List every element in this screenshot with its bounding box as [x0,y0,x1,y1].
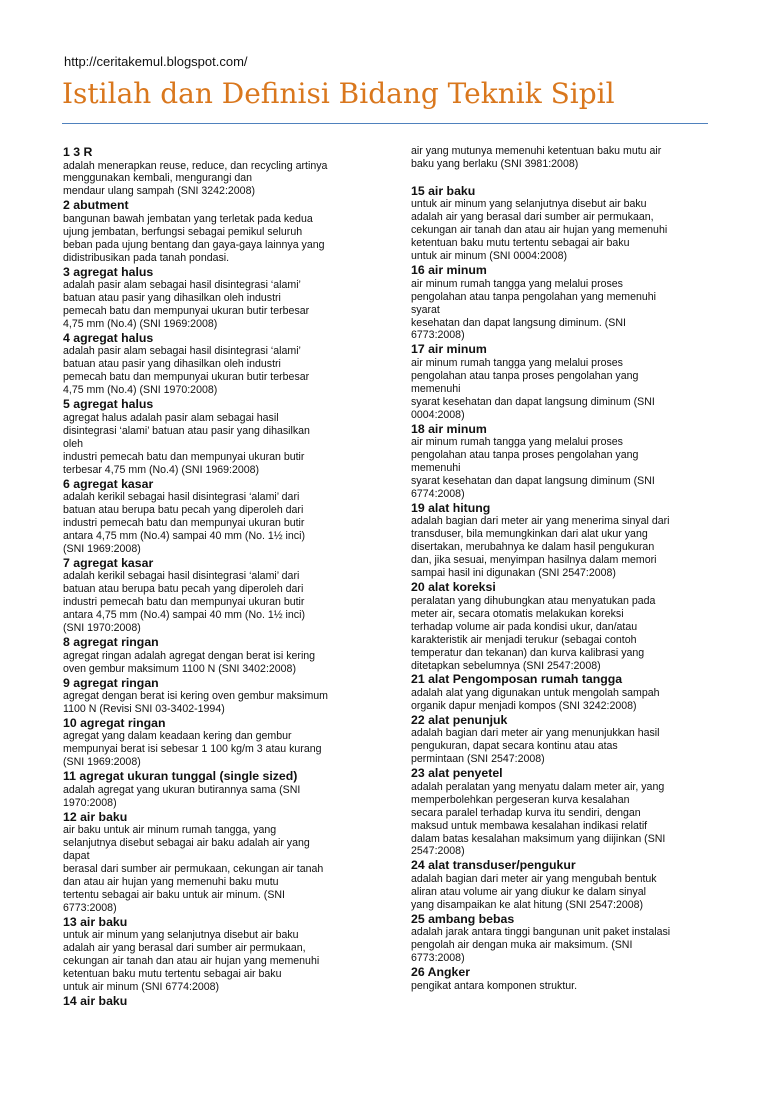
definition-line: adalah kerikil sebagai hasil disintegrasi ‘alami’ dari [63,491,300,504]
definition-line: pengolah air dengan muka air maksimum. (SNI [411,939,633,952]
glossary-entry [411,858,707,911]
definition-line: beban pada ujung bentang dan gaya-gaya lainnya yang [63,238,325,251]
definition-line: syarat kesehatan dan dapat langsung diminum (SNI [411,395,655,408]
glossary-entry [63,769,359,809]
entry-definition [63,650,359,676]
definition-line: transduser, bila memungkinkan dari alat ukur yang [411,528,648,541]
definition-line: baku yang berlaku (SNI 3981:2008) [411,157,579,170]
definition-line: tertentu sebagai air baku untuk air minum. (SNI [63,888,285,901]
definition-line: untuk air minum yang selanjutnya disebut air baku [63,929,299,942]
definition-line: adalah kerikil sebagai hasil disintegrasi ‘alami’ dari [63,570,300,583]
left-column [63,145,359,1009]
definition-line: air minum rumah tangga yang melalui proses [411,356,623,369]
entry-definition [63,491,359,556]
entry-term: 16 air minum [411,263,487,278]
definition-line: terbesar 4,75 mm (No.4) (SNI 1969:2008) [63,463,260,476]
definition-line: adalah menerapkan reuse, reduce, dan recycling artinya [63,159,328,172]
definition-line: air baku untuk air minum rumah tangga, yang [63,824,277,837]
glossary-entry [411,672,707,712]
entry-term: 23 alat penyetel [411,766,503,781]
glossary-entry [411,263,707,342]
glossary-entry [63,635,359,675]
glossary-entry [63,994,359,1009]
entry-definition [63,412,359,477]
definition-line: sampai hasil ini digunakan (SNI 2547:2008) [411,567,616,580]
definition-line: ditetapkan sebelumnya (SNI 2547:2008) [411,659,601,672]
definition-line: memenuhi [411,462,461,475]
definition-line: terhadap volume air pada kondisi ukur, dan/atau [411,620,638,633]
definition-line: 1100 N (Revisi SNI 03-3402-1994) [63,702,225,715]
entry-term: 20 alat koreksi [411,580,496,595]
definition-line: disintegrasi ‘alami’ batuan atau pasir yang dihasilkan [63,424,310,437]
entry-term: 11 agregat ukuran tunggal (single sized) [63,769,298,784]
glossary-entry [63,397,359,476]
entry-definition [63,784,359,810]
definition-line: adalah air yang berasal dari sumber air permukaan, [411,211,654,224]
entry-definition [411,687,707,713]
entry-definition [63,730,359,769]
glossary-entry [63,676,359,716]
page-title: Istilah dan Definisi Bidang Teknik Sipil [62,77,615,110]
entry-term: 14 air baku [63,994,128,1009]
entry-term: 8 agregat ringan [63,635,159,650]
definition-line: pengukuran, dapat secara kontinu atau atas [411,740,618,753]
definition-line: adalah agregat yang ukuran butirannya sama (SNI [63,783,301,796]
definition-line: selanjutnya disebut sebagai air baku adalah air yang [63,837,310,850]
glossary-entry [63,477,359,556]
entry-term: 1 3 R [63,145,93,159]
definition-line: adalah bagian dari meter air yang mengubah bentuk [411,872,657,885]
definition-line: memperbolehkan pergeseran kurva kesalahan [411,793,630,806]
entry-term: 25 ambang bebas [411,911,515,926]
entry-term: 10 agregat ringan [63,715,166,730]
definition-line: peralatan yang dihubungkan atau menyatukan pada [411,594,656,607]
entry-term: 24 alat transduser/pengukur [411,858,576,873]
definition-line: pengikat antara komponen struktur. [411,979,578,992]
entry-definition [411,781,707,859]
glossary-entry [63,331,359,397]
definition-line: untuk air minum (SNI 6774:2008) [63,981,220,994]
definition-line: pemecah batu dan mempunyai ukuran butir terbesar [63,371,310,384]
definition-line: industri pemecah batu dan mempunyai ukuran butir [63,596,305,609]
definition-line: industri pemecah batu dan mempunyai ukuran butir [63,516,305,529]
entry-term: 19 alat hitung [411,500,491,515]
entry-definition [63,570,359,635]
entry-term: 18 air minum [411,421,487,436]
glossary-entry [63,556,359,635]
definition-line: 4,75 mm (No.4) (SNI 1970:2008) [63,384,218,397]
definition-line: oleh [63,437,84,450]
glossary-entry [63,145,359,198]
definition-line: batuan atau berupa batu pecah yang diperoleh dari [63,504,304,517]
definition-line: batuan atau pasir yang dihasilkan oleh industri [63,292,281,305]
definition-line: karakteristik air menjadi terukur (sebagai contoh [411,633,637,646]
entry-term: 17 air minum [411,342,487,357]
entry-definition [411,436,707,501]
definition-line: syarat [411,303,440,316]
definition-line: didistribusikan pada tanah pondasi. [63,251,230,264]
definition-line: pengolahan atau tanpa proses pengolahan yang [411,369,639,382]
definition-line: oven gembur maksimum 1100 N (SNI 3402:2008) [63,662,296,675]
definition-line: secara paralel terhadap kurva itu sendiri, dengan [411,806,641,819]
definition-line: meter air, secara otomatis melakukan koreksi [411,607,624,620]
definition-line: dan atau air hujan yang memenuhi baku mutu [63,875,279,888]
entry-term: 26 Angker [411,965,471,980]
entry-definition [63,929,359,994]
definition-line: agregat yang dalam keadaan kering dan gembur [63,730,292,743]
definition-line: untuk air minum yang selanjutnya disebut air baku [411,198,647,211]
definition-line: (SNI 1969:2008) [63,756,141,769]
entry-term: 2 abutment [63,198,129,213]
definition-line: cekungan air tanah dan atau air hujan yang memenuhi [63,955,320,968]
entry-definition [63,213,359,265]
title-divider [62,123,708,124]
glossary-entry [63,915,359,994]
glossary-entry [411,965,707,992]
entry-term: 6 agregat kasar [63,476,154,491]
definition-line: 6774:2008) [411,488,465,501]
entry-term: 9 agregat ringan [63,675,159,690]
definition-line: menggunakan kembali, mengurangi dan [63,172,253,185]
definition-line: dalam batas kesalahan maksimum yang diijinkan (SNI [411,832,666,845]
definition-line: dapat [63,850,90,863]
right-column [411,145,707,993]
entry-definition [63,345,359,397]
glossary-entry [411,145,707,171]
definition-line: berasal dari sumber air permukaan, cekungan air tanah [63,863,324,876]
definition-line: batuan atau pasir yang dihasilkan oleh industri [63,358,281,371]
definition-line: pengolahan atau tanpa pengolahan yang memenuhi [411,290,657,303]
definition-line: ketentuan baku mutu tertentu sebagai air baku [63,968,282,981]
entry-term: 5 agregat halus [63,397,154,412]
definition-line: adalah alat yang digunakan untuk mengolah sampah [411,686,660,699]
definition-line: ujung jembatan, berfungsi sebagai pemikul seluruh [63,225,303,238]
definition-line: 6773:2008) [411,952,465,965]
definition-line: mempunyai berat isi sebesar 1 100 kg/m 3 atau kurang [63,743,322,756]
glossary-entry [411,422,707,501]
glossary-entry [63,265,359,331]
definition-line: adalah air yang berasal dari sumber air permukaan, [63,942,306,955]
entry-definition [63,824,359,915]
entry-term: 21 alat Pengomposan rumah tangga [411,672,623,687]
definition-line: yang disampaikan ke alat hitung (SNI 2547:2008) [411,898,644,911]
entry-definition [411,926,707,965]
entry-term: 7 agregat kasar [63,555,154,570]
entry-definition [63,160,359,199]
definition-line: maksud untuk membawa kesalahan indikasi relatif [411,819,648,832]
definition-line: adalah pasir alam sebagai hasil disintegrasi ‘alami’ [63,345,301,358]
definition-line: agregat dengan berat isi kering oven gembur maksimum [63,690,328,702]
entry-term: 22 alat penunjuk [411,712,508,727]
definition-line: organik dapur menjadi kompos (SNI 3242:2008) [411,699,637,712]
definition-line: antara 4,75 mm (No.4) sampai 40 mm (No. 1½ inci) [63,529,305,542]
glossary-entry [63,810,359,915]
definition-line: syarat kesehatan dan dapat langsung diminum (SNI [411,475,655,488]
glossary-entry [411,342,707,421]
entry-definition [411,278,707,343]
definition-line: 6773:2008) [411,329,465,342]
definition-line: ketentuan baku mutu tertentu sebagai air baku [411,237,630,250]
definition-line: air minum rumah tangga yang melalui proses [411,277,623,290]
definition-line: kesehatan dan dapat langsung diminum. (SNI [411,316,626,329]
definition-line: adalah pasir alam sebagai hasil disintegrasi ‘alami’ [63,279,301,292]
definition-line: untuk air minum (SNI 0004:2008) [411,250,568,263]
definition-line: temperatur dan tekanan) dan kurva kalibrasi yang [411,646,645,659]
definition-line: air yang mutunya memenuhi ketentuan baku mutu air [411,145,662,157]
definition-line: 4,75 mm (No.4) (SNI 1969:2008) [63,318,218,331]
entry-definition [411,873,707,912]
source-url: http://ceritakemul.blogspot.com/ [64,54,248,69]
definition-line: (SNI 1969:2008) [63,542,141,555]
definition-line: 2547:2008) [411,845,465,858]
entry-definition [63,279,359,331]
glossary-entry [411,580,707,672]
definition-line: antara 4,75 mm (No.4) sampai 40 mm (No. 1½ inci) [63,609,305,622]
definition-line: air minum rumah tangga yang melalui proses [411,436,623,449]
definition-line: aliran atau volume air yang diukur ke dalam sinyal [411,885,646,898]
definition-line: 1970:2008) [63,796,117,809]
entry-term: 3 agregat halus [63,264,154,279]
entry-definition [411,727,707,766]
definition-line: adalah jarak antara tinggi bangunan unit paket instalasi [411,926,671,939]
definition-line: disertakan, merubahnya ke dalam hasil pengukuran [411,541,655,554]
definition-line: 6773:2008) [63,901,117,914]
entry-definition [411,515,707,580]
entry-term: 13 air baku [63,914,128,929]
entry-definition [63,690,359,716]
entry-term: 15 air baku [411,183,476,198]
definition-line: 0004:2008) [411,408,465,421]
entry-definition [411,198,707,263]
definition-line: bangunan bawah jembatan yang terletak pada kedua [63,212,313,225]
definition-line: batuan atau berupa batu pecah yang diperoleh dari [63,583,304,596]
glossary-entry [63,198,359,264]
entry-term: 12 air baku [63,809,128,824]
definition-line: adalah bagian dari meter air yang menunjukkan hasil [411,727,660,740]
definition-line: (SNI 1970:2008) [63,622,141,635]
entry-definition [411,357,707,422]
definition-line: agregat halus adalah pasir alam sebagai hasil [63,411,279,424]
definition-line: adalah peralatan yang menyatu dalam meter air, yang [411,780,665,793]
spacer [411,171,707,184]
glossary-entry [411,713,707,766]
glossary-entry [411,501,707,580]
definition-line: memenuhi [411,382,461,395]
definition-line: agregat ringan adalah agregat dengan berat isi kering [63,649,316,662]
definition-line: industri pemecah batu dan mempunyai ukuran butir [63,450,305,463]
glossary-entry [411,912,707,965]
definition-line: dan, jika sesuai, menyimpan hasilnya dalam memori [411,554,657,567]
definition-line: cekungan air tanah dan atau air hujan yang memenuhi [411,224,668,237]
definition-line: pengolahan atau tanpa proses pengolahan yang [411,449,639,462]
definition-line: mendaur ulang sampah (SNI 3242:2008) [63,185,255,198]
entry-term: 4 agregat halus [63,330,154,345]
definition-line: adalah bagian dari meter air yang menerima sinyal dari [411,515,670,528]
definition-line: permintaan (SNI 2547:2008) [411,753,545,766]
glossary-entry [411,184,707,263]
glossary-entry [411,766,707,858]
entry-definition [411,595,707,673]
entry-definition [411,980,707,993]
glossary-entry [63,716,359,769]
definition-line: pemecah batu dan mempunyai ukuran butir terbesar [63,305,310,318]
entry-definition [411,145,707,171]
